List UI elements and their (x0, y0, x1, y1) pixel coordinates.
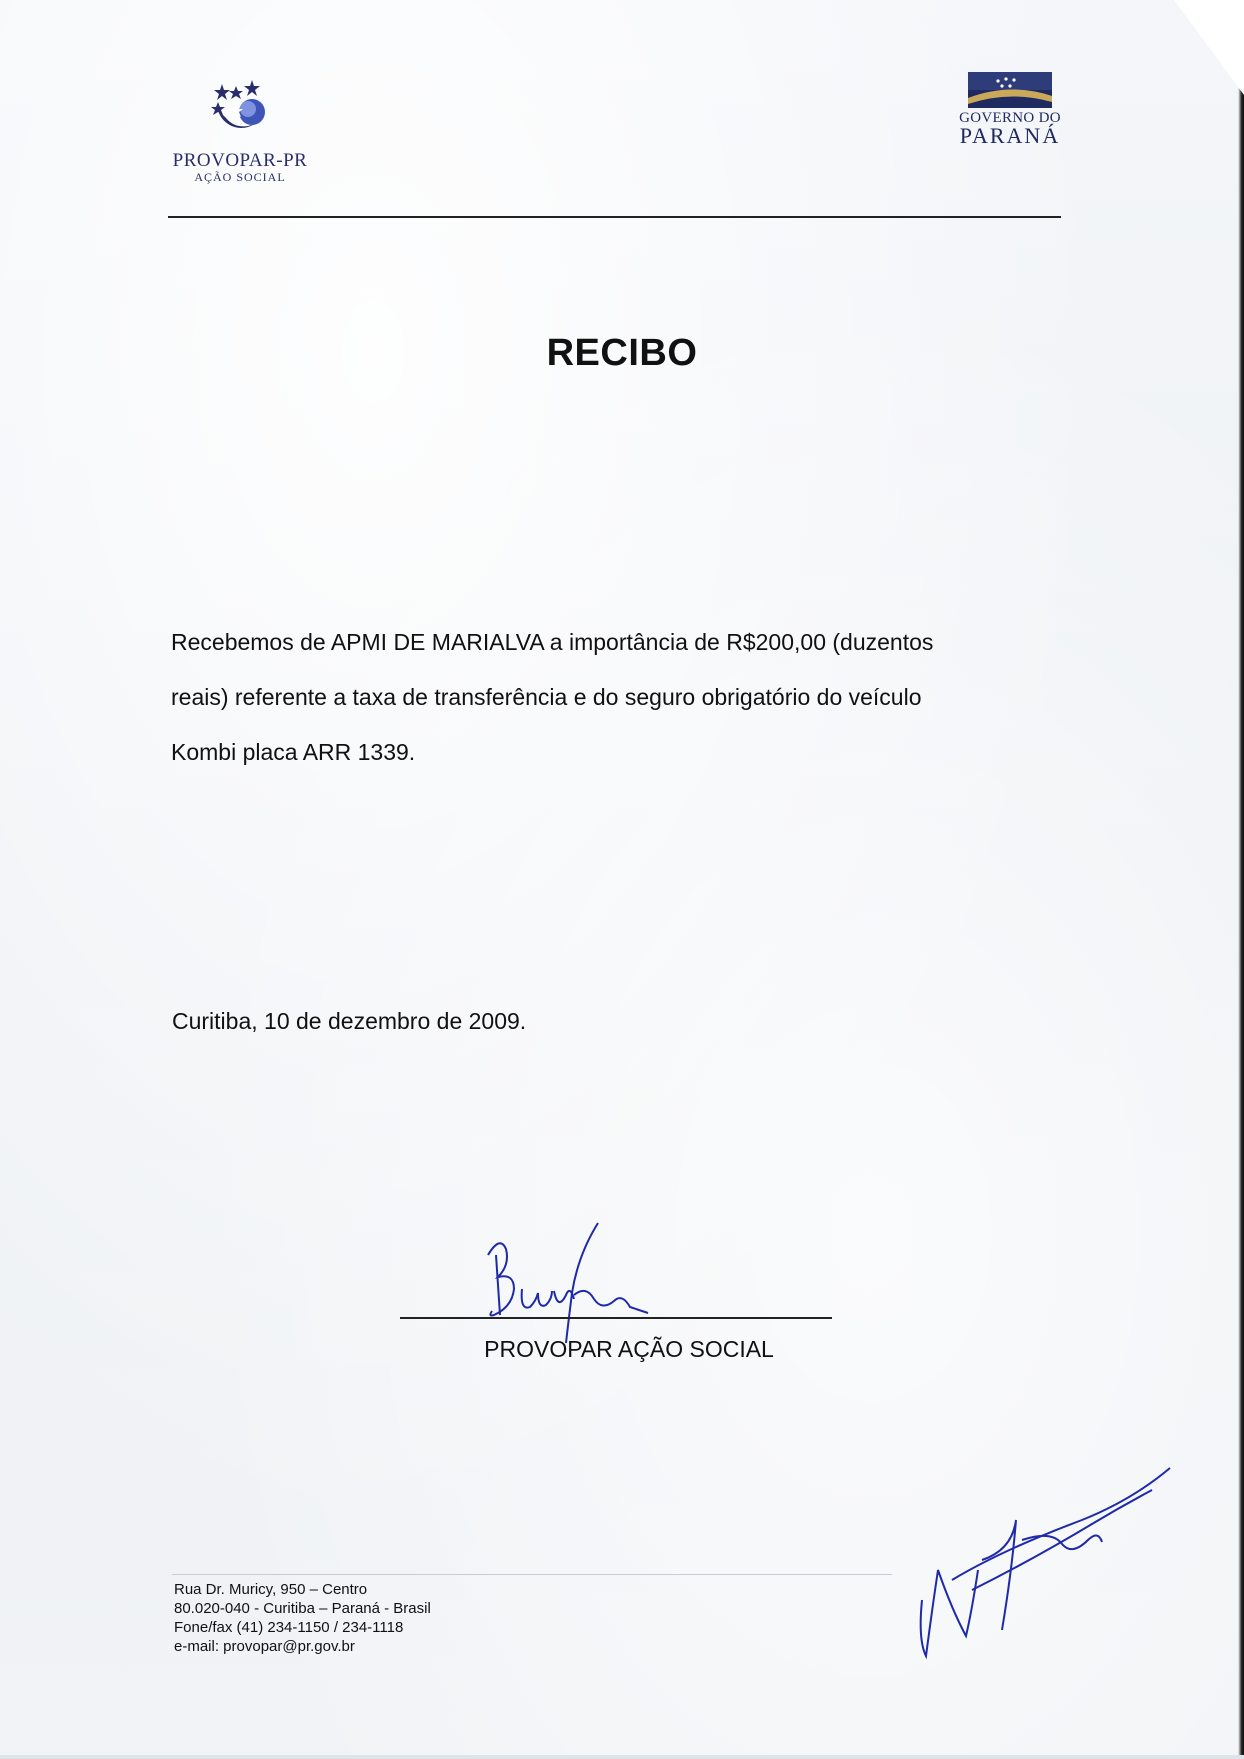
logo-government-label: GOVERNO DO (959, 110, 1061, 126)
place-and-date: Curitiba, 10 de dezembro de 2009. (172, 1008, 527, 1034)
body-line: Recebemos de APMI DE MARIALVA a importância de R$200,00 (duzentos (171, 629, 934, 655)
body-line: Kombi placa ARR 1339. (171, 739, 416, 765)
footer-postal: 80.020-040 - Curitiba – Paraná - Brasil (174, 1600, 431, 1617)
logo-org-name: PROVOPAR-PR (172, 150, 308, 171)
parana-flag-icon (968, 72, 1052, 108)
footer-phone: Fone/fax (41) 234-1150 / 234-1118 (174, 1619, 404, 1636)
receipt-body (171, 615, 1057, 780)
header-divider (168, 216, 1061, 218)
footer-address: Rua Dr. Muricy, 950 – Centro (174, 1581, 368, 1598)
provopar-logo (165, 76, 315, 185)
scan-edge-bottom (0, 1755, 1244, 1759)
footer-email: e-mail: provopar@pr.gov.br (174, 1638, 355, 1655)
provopar-emblem-icon (200, 76, 280, 148)
footer-divider (172, 1574, 892, 1575)
folded-corner (1174, 0, 1244, 95)
logo-state-label: PARANÁ (959, 123, 1061, 148)
signatory-label: PROVOPAR AÇÃO SOCIAL (484, 1336, 774, 1362)
signature-line (400, 1317, 832, 1319)
document-title: RECIBO (546, 332, 698, 374)
logo-org-subtitle: AÇÃO SOCIAL (194, 170, 286, 184)
body-line: reais) referente a taxa de transferência e do seguro obrigatório do veículo (171, 684, 922, 710)
signature-handwritten-icon (470, 1215, 670, 1345)
governo-parana-logo (945, 72, 1075, 149)
footer-contact (174, 1580, 431, 1656)
rubric-initials-icon (912, 1460, 1182, 1660)
